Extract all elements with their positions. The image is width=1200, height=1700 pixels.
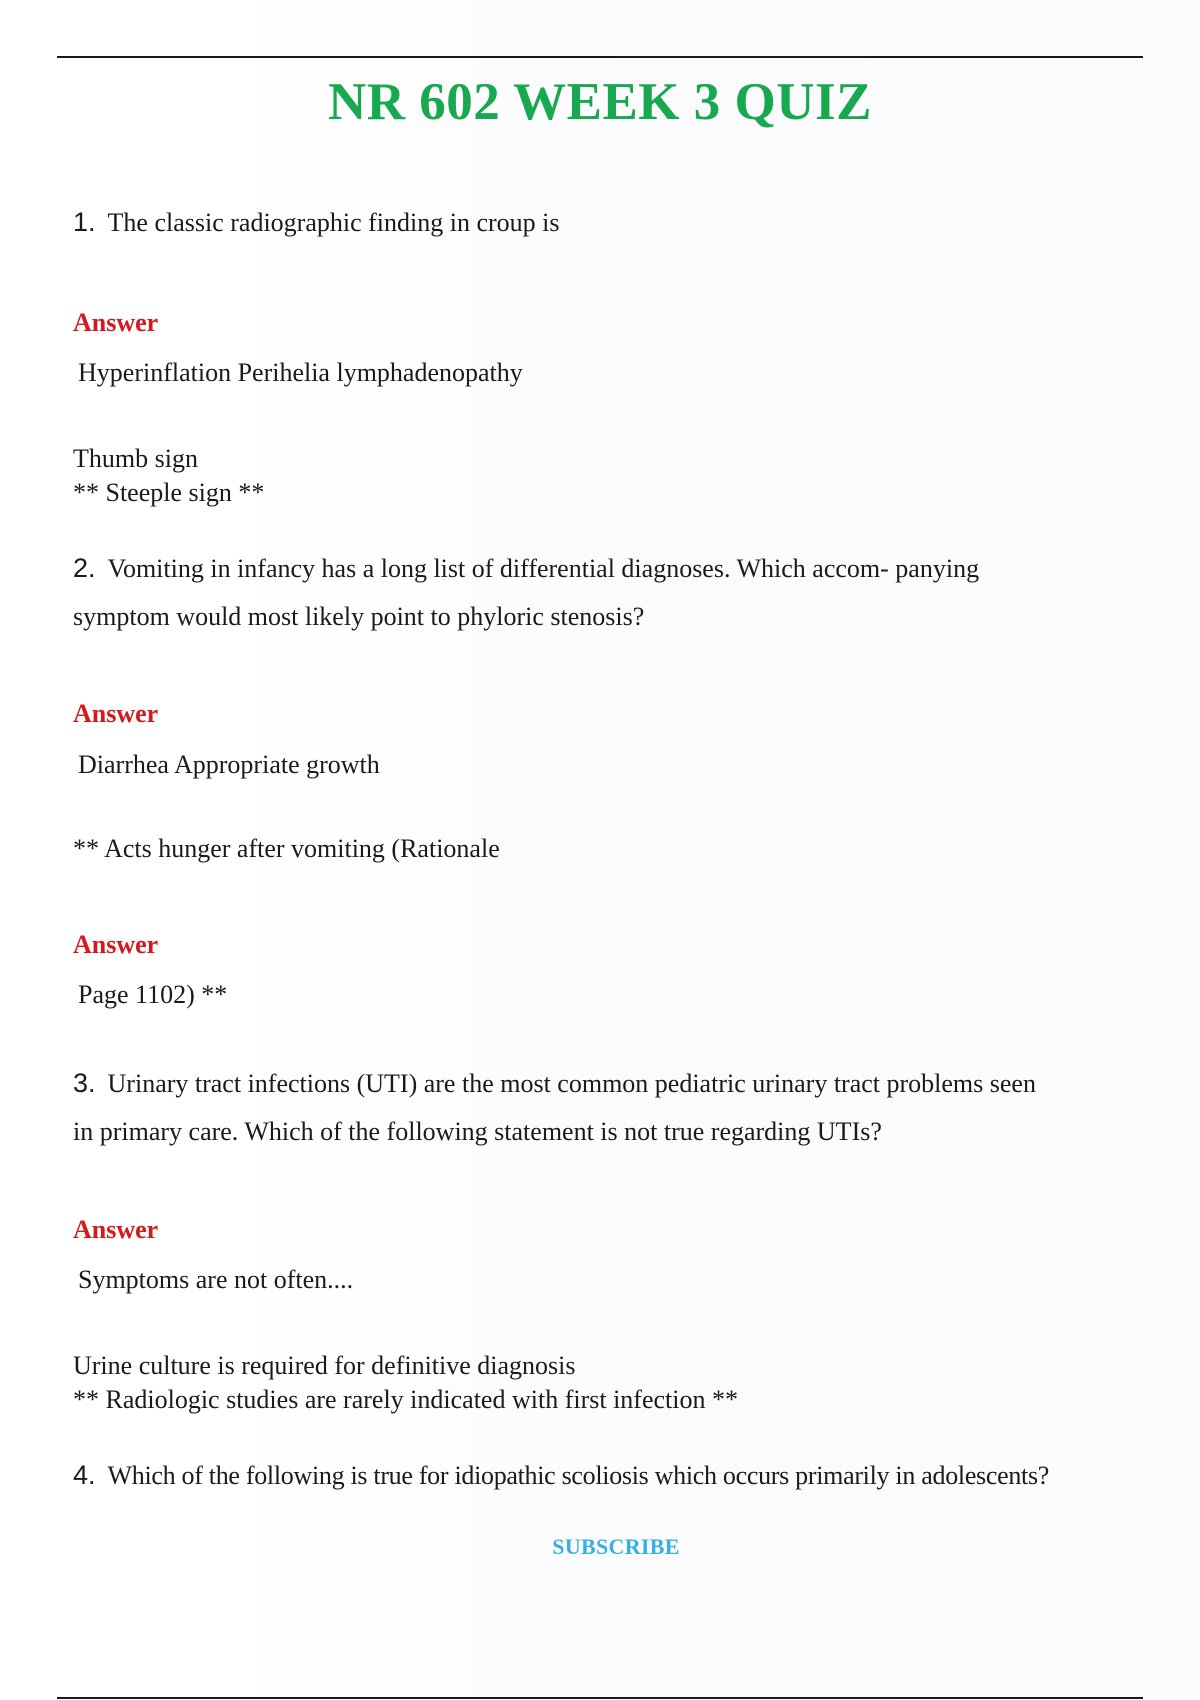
question-number: 2. — [73, 553, 96, 583]
page-title: NR 602 WEEK 3 QUIZ — [328, 73, 872, 131]
answer-option-line: ** Radiologic studies are rarely indicated with first infection ** — [73, 1385, 738, 1414]
question-2 — [73, 544, 1143, 593]
question-text-continued: in primary care. Which of the following statement is not true regarding UTIs? — [73, 1117, 882, 1146]
answer-label: Answer — [73, 308, 159, 337]
answer-text: Diarrhea Appropriate growth — [78, 750, 380, 779]
question-text: Vomiting in infancy has a long list of differential diagnoses. Which accom- panying — [107, 554, 980, 583]
question-3 — [73, 1059, 1143, 1108]
answer-label: Answer — [73, 1215, 159, 1244]
question-text: Urinary tract infections (UTI) are the most common pediatric urinary tract problems seen — [107, 1069, 1036, 1098]
question-text: Which of the following is true for idiopathic scoliosis which occurs primarily in adolescents? — [107, 1461, 1050, 1490]
subscribe-link[interactable]: SUBSCRIBE — [552, 1534, 680, 1559]
answer-option-line: ** Steeple sign ** — [73, 478, 265, 507]
answer-text: Hyperinflation Perihelia lymphadenopathy — [78, 358, 523, 387]
question-text-continued: symptom would most likely point to phyloric stenosis? — [73, 602, 645, 631]
question-4 — [73, 1451, 1183, 1500]
question-number: 1. — [73, 207, 96, 237]
question-number: 4. — [73, 1460, 96, 1490]
answer-label: Answer — [73, 930, 159, 959]
question-1 — [73, 198, 1143, 247]
question-number: 3. — [73, 1068, 96, 1098]
question-text: The classic radiographic finding in croup is — [107, 208, 560, 237]
bottom-divider — [57, 1697, 1143, 1699]
answer-option-line: ** Acts hunger after vomiting (Rationale — [73, 834, 500, 863]
answer-text: Symptoms are not often.... — [78, 1265, 354, 1294]
answer-text: Page 1102) ** — [78, 980, 228, 1009]
top-divider — [57, 56, 1143, 58]
answer-option-line: Urine culture is required for definitive diagnosis — [73, 1351, 576, 1380]
answer-label: Answer — [73, 699, 159, 728]
answer-option-line: Thumb sign — [73, 444, 198, 473]
